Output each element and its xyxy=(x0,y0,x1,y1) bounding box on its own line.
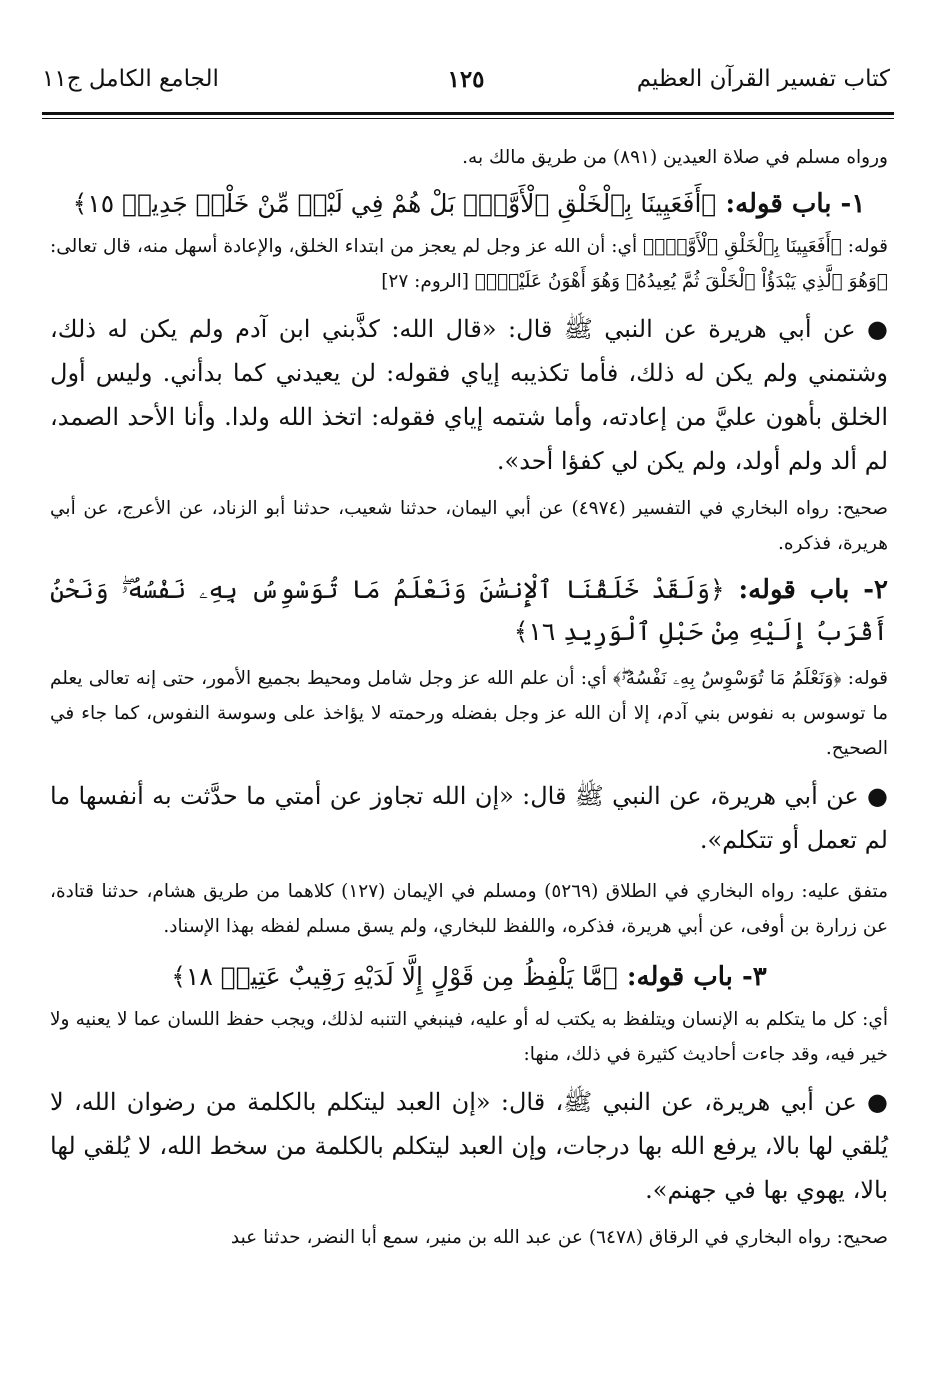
quran-verse: ﴿وَلَقَدْ خَلَقْنَا ٱلْإِنسَٰنَ وَنَعْلَمُ مَا تُوَسْوِسُ بِهِۦ نَفْسُهُۥۖ وَنَحْنُ أَقْرَبُ إِلَيْهِ مِنْ حَبْلِ ٱلْوَرِيدِ ١٦﴾ xyxy=(50,575,888,646)
commentary-paragraph: أي: كل ما يتكلم به الإنسان ويتلفظ به يكتب له أو عليه، فينبغي التنبه لذلك، ويجب حفظ اللسان عما لا يعنيه ولا خير فيه، وقد جاءت أحاديث كثيرة في ذلك، منها: xyxy=(50,1009,888,1065)
section-heading xyxy=(50,956,888,998)
quran-verse: ﴿مَّا يَلْفِظُ مِن قَوْلٍ إِلَّا لَدَيْهِ رَقِيبٌ عَتِيدٞ ١٨﴾ xyxy=(171,962,618,991)
page-content xyxy=(50,140,888,1255)
hadith-paragraph: ● عن أبي هريرة، عن النبي ﷺ، قال: «إن العبد ليتكلم بالكلمة من رضوان الله، لا يُلقي لها بالا، يرفع الله بها درجات، وإن العبد ليتكلم بالكلمة من سخط الله، لا يُلقي لها بالا، يهوي بها في جهنم». xyxy=(50,1088,888,1204)
header-rule-thick xyxy=(42,112,894,115)
takhrij-paragraph: متفق عليه: رواه البخاري في الطلاق (٥٢٦٩) ومسلم في الإيمان (١٢٧) كلاهما من طريق هشام، حدثنا قتادة، عن زرارة بن أوفى، عن أبي هريرة، فذكره، واللفظ للبخاري، ولم يسق مسلم لفظه بهذا الإسناد. xyxy=(50,881,889,937)
quran-verse: ﴿أَفَعَيِينَا بِٱلْخَلْقِ ٱلْأَوَّلِۚ بَلْ هُمْ فِي لَبْسٖ مِّنْ خَلْقٖ جَدِيدٖ ١٥﴾ xyxy=(72,189,717,218)
takhrij-paragraph: صحيح: رواه البخاري في الرقاق (٦٤٧٨) عن عبد الله بن منير، سمع أبا النضر، حدثنا عبد xyxy=(230,1227,888,1248)
commentary-paragraph: قوله: ﴿وَنَعْلَمُ مَا تُوَسْوِسُ بِهِۦ نَفْسُهُۥۖ﴾ أي: أن علم الله عز وجل شامل ومحيط بجميع الأمور، حتى إنه تعالى يعلم ما توسوس به نفوس بني آدم، إلا أن الله عز وجل بفضله ورحمته لا يؤاخذ على وسوسة النفوس، كما جاء في الصحيح. xyxy=(50,668,888,759)
page-number: ١٢٥ xyxy=(447,66,485,93)
hadith-paragraph: ● عن أبي هريرة عن النبي ﷺ قال: «قال الله: كذَّبني ابن آدم ولم يكن له ذلك، وشتمني ولم يكن له ذلك، فأما تكذيبه إياي فقوله: لن يعيدني كما بدأني. وليس أول الخلق بأهون عليَّ من إعادته، وأما شتمه إياي فقوله: اتخذ الله ولدا. وأنا الأحد الصمد، لم ألد ولم أولد، ولم يكن لي كفؤا أحد». xyxy=(50,315,888,475)
heading-label: ١- باب قوله: xyxy=(725,189,866,219)
takhrij-paragraph: صحيح: رواه البخاري في التفسير (٤٩٧٤) عن أبي اليمان، حدثنا شعيب، حدثنا أبو الزناد، عن الأعرج، عن أبي هريرة، فذكره. xyxy=(50,498,888,554)
heading-label: ٣- باب قوله: xyxy=(626,962,767,992)
heading-label: ٢- باب قوله: xyxy=(738,575,888,605)
book-title: كتاب تفسير القرآن العظيم xyxy=(636,66,890,92)
section-heading xyxy=(50,569,888,653)
section-heading xyxy=(50,183,888,225)
hadith-paragraph: ● عن أبي هريرة، عن النبي ﷺ قال: «إن الله تجاوز عن أمتي ما حدَّثت به أنفسها ما لم تعمل أو تتكلم». xyxy=(50,782,888,854)
header-rule-thin xyxy=(42,118,894,119)
commentary-paragraph: قوله: ﴿أَفَعَيِينَا بِٱلْخَلْقِ ٱلْأَوَّلِۚ﴾ أي: أن الله عز وجل لم يعجز من ابتداء الخلق، والإعادة أسهل منه، قال تعالى: ﴿وَهُوَ ٱلَّذِي يَبْدَؤُاْ ٱلْخَلْقَ ثُمَّ يُعِيدُهُۥ وَهُوَ أَهْوَنُ عَلَيْهِۚ﴾ [الروم: ٢٧] xyxy=(50,236,888,292)
volume-title: الجامع الكامل ج١١ xyxy=(42,66,219,92)
text-paragraph: ورواه مسلم في صلاة العيدين (٨٩١) من طريق مالك به. xyxy=(462,147,888,168)
page-header xyxy=(42,66,890,106)
